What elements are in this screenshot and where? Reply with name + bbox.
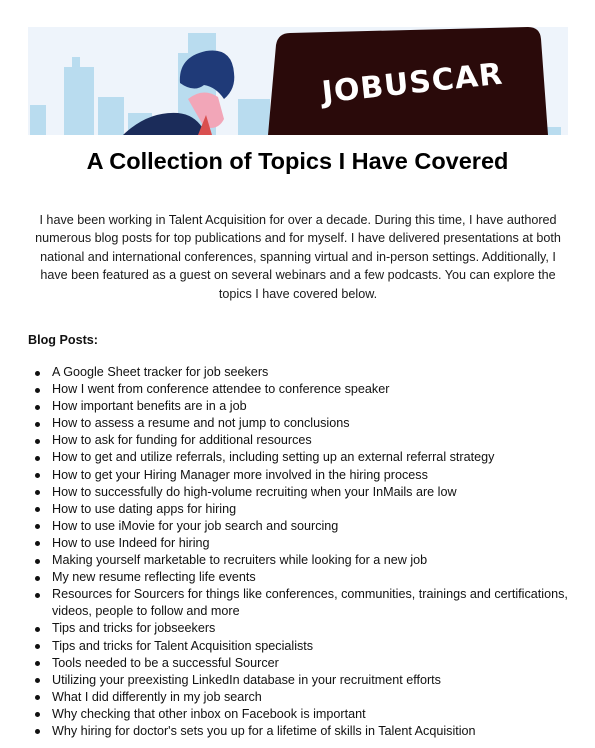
list-item: How important benefits are in a job	[52, 398, 572, 415]
list-item: Resources for Sourcers for things like conferences, communities, trainings and certifications, videos, people to follow and more	[52, 586, 572, 620]
intro-paragraph: I have been working in Talent Acquisition for over a decade. During this time, I have authored numerous blog posts for top publications and for myself. I have delivered presentations at both national and international conferences, spanning virtual and in-person settings. Additionally, I have been featured as a guest on several webinars and a few podcasts. You can explore the topics I have covered below.	[35, 213, 561, 301]
blog-posts-heading: Blog Posts:	[28, 333, 98, 347]
list-item: Why hiring for doctor's sets you up for a lifetime of skills in Talent Acquisition	[52, 723, 572, 740]
list-item: A Google Sheet tracker for job seekers	[52, 364, 572, 381]
jobuscar-logo	[268, 27, 548, 135]
list-item: How to use Indeed for hiring	[52, 535, 572, 552]
list-item: How to assess a resume and not jump to conclusions	[52, 415, 572, 432]
list-item: My new resume reflecting life events	[52, 569, 572, 586]
svg-text:JOBUSCAR: JOBUSCAR	[320, 56, 505, 111]
page-title: A Collection of Topics I Have Covered	[86, 148, 509, 174]
list-item: Making yourself marketable to recruiters while looking for a new job	[52, 552, 572, 569]
header-banner	[28, 27, 568, 135]
list-item: How to get your Hiring Manager more involved in the hiring process	[52, 467, 572, 484]
list-item: Tools needed to be a successful Sourcer	[52, 655, 572, 672]
list-item: How to ask for funding for additional resources	[52, 432, 572, 449]
list-item: What I did differently in my job search	[52, 689, 572, 706]
list-item: Utilizing your preexisting LinkedIn database in your recruitment efforts	[52, 672, 572, 689]
blog-post-list	[52, 364, 572, 740]
list-item: How I went from conference attendee to conference speaker	[52, 381, 572, 398]
list-item: How to get and utilize referrals, including setting up an external referral strategy	[52, 449, 572, 466]
list-item: Tips and tricks for Talent Acquisition specialists	[52, 638, 572, 655]
list-item: How to use iMovie for your job search and sourcing	[52, 518, 572, 535]
list-item: How to use dating apps for hiring	[52, 501, 572, 518]
list-item: Why checking that other inbox on Facebook is important	[52, 706, 572, 723]
banner-illustration	[28, 27, 568, 135]
list-item: Tips and tricks for jobseekers	[52, 620, 572, 637]
list-item: How to successfully do high-volume recruiting when your InMails are low	[52, 484, 572, 501]
